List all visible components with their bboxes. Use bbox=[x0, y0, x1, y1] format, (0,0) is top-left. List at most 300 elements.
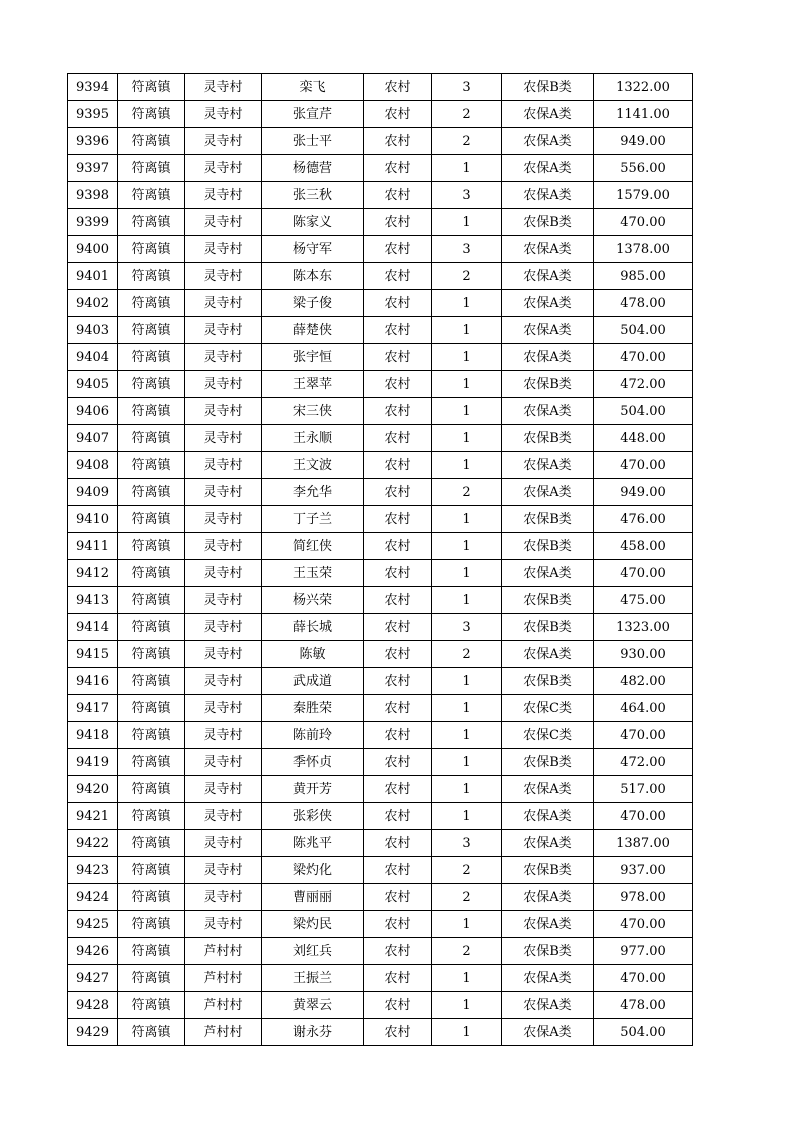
insurance-category-cell: 农保B类 bbox=[502, 857, 594, 884]
record-number-cell: 9419 bbox=[68, 749, 118, 776]
insurance-category-cell: 农保B类 bbox=[502, 938, 594, 965]
amount-cell: 470.00 bbox=[594, 803, 693, 830]
household-size-cell: 1 bbox=[432, 398, 502, 425]
town-cell: 符离镇 bbox=[118, 938, 185, 965]
town-cell: 符离镇 bbox=[118, 398, 185, 425]
household-size-cell: 2 bbox=[432, 128, 502, 155]
household-size-cell: 1 bbox=[432, 560, 502, 587]
person-name-cell: 王文波 bbox=[262, 452, 364, 479]
household-size-cell: 1 bbox=[432, 749, 502, 776]
area-type-cell: 农村 bbox=[364, 425, 432, 452]
household-allowance-table bbox=[67, 73, 693, 1046]
record-number-cell: 9423 bbox=[68, 857, 118, 884]
table-row bbox=[68, 614, 693, 641]
record-number-cell: 9428 bbox=[68, 992, 118, 1019]
town-cell: 符离镇 bbox=[118, 209, 185, 236]
insurance-category-cell: 农保A类 bbox=[502, 263, 594, 290]
town-cell: 符离镇 bbox=[118, 857, 185, 884]
record-number-cell: 9400 bbox=[68, 236, 118, 263]
amount-cell: 464.00 bbox=[594, 695, 693, 722]
record-number-cell: 9403 bbox=[68, 317, 118, 344]
insurance-category-cell: 农保A类 bbox=[502, 452, 594, 479]
insurance-category-cell: 农保A类 bbox=[502, 182, 594, 209]
village-cell: 灵寺村 bbox=[185, 533, 262, 560]
table-row bbox=[68, 1019, 693, 1046]
insurance-category-cell: 农保A类 bbox=[502, 803, 594, 830]
record-number-cell: 9421 bbox=[68, 803, 118, 830]
amount-cell: 1378.00 bbox=[594, 236, 693, 263]
record-number-cell: 9413 bbox=[68, 587, 118, 614]
record-number-cell: 9426 bbox=[68, 938, 118, 965]
table-row bbox=[68, 74, 693, 101]
insurance-category-cell: 农保A类 bbox=[502, 317, 594, 344]
village-cell: 芦村村 bbox=[185, 1019, 262, 1046]
amount-cell: 472.00 bbox=[594, 371, 693, 398]
village-cell: 灵寺村 bbox=[185, 641, 262, 668]
village-cell: 灵寺村 bbox=[185, 479, 262, 506]
amount-cell: 1579.00 bbox=[594, 182, 693, 209]
person-name-cell: 陈敏 bbox=[262, 641, 364, 668]
record-number-cell: 9412 bbox=[68, 560, 118, 587]
household-size-cell: 1 bbox=[432, 533, 502, 560]
record-number-cell: 9408 bbox=[68, 452, 118, 479]
record-number-cell: 9417 bbox=[68, 695, 118, 722]
amount-cell: 470.00 bbox=[594, 452, 693, 479]
insurance-category-cell: 农保C类 bbox=[502, 722, 594, 749]
area-type-cell: 农村 bbox=[364, 560, 432, 587]
insurance-category-cell: 农保A类 bbox=[502, 290, 594, 317]
table-row bbox=[68, 587, 693, 614]
household-size-cell: 1 bbox=[432, 290, 502, 317]
person-name-cell: 张彩侠 bbox=[262, 803, 364, 830]
table-body bbox=[68, 74, 693, 1046]
insurance-category-cell: 农保A类 bbox=[502, 128, 594, 155]
person-name-cell: 丁子兰 bbox=[262, 506, 364, 533]
insurance-category-cell: 农保C类 bbox=[502, 695, 594, 722]
insurance-category-cell: 农保A类 bbox=[502, 101, 594, 128]
village-cell: 灵寺村 bbox=[185, 290, 262, 317]
table-row bbox=[68, 209, 693, 236]
area-type-cell: 农村 bbox=[364, 803, 432, 830]
person-name-cell: 陈兆平 bbox=[262, 830, 364, 857]
amount-cell: 517.00 bbox=[594, 776, 693, 803]
insurance-category-cell: 农保A类 bbox=[502, 965, 594, 992]
area-type-cell: 农村 bbox=[364, 884, 432, 911]
town-cell: 符离镇 bbox=[118, 965, 185, 992]
area-type-cell: 农村 bbox=[364, 776, 432, 803]
town-cell: 符离镇 bbox=[118, 128, 185, 155]
person-name-cell: 简红侠 bbox=[262, 533, 364, 560]
area-type-cell: 农村 bbox=[364, 1019, 432, 1046]
person-name-cell: 季怀贞 bbox=[262, 749, 364, 776]
insurance-category-cell: 农保A类 bbox=[502, 479, 594, 506]
table-row bbox=[68, 749, 693, 776]
record-number-cell: 9427 bbox=[68, 965, 118, 992]
village-cell: 灵寺村 bbox=[185, 749, 262, 776]
insurance-category-cell: 农保B类 bbox=[502, 614, 594, 641]
person-name-cell: 杨兴荣 bbox=[262, 587, 364, 614]
town-cell: 符离镇 bbox=[118, 641, 185, 668]
household-size-cell: 3 bbox=[432, 614, 502, 641]
amount-cell: 478.00 bbox=[594, 992, 693, 1019]
person-name-cell: 栾飞 bbox=[262, 74, 364, 101]
village-cell: 灵寺村 bbox=[185, 74, 262, 101]
town-cell: 符离镇 bbox=[118, 1019, 185, 1046]
area-type-cell: 农村 bbox=[364, 992, 432, 1019]
person-name-cell: 杨德营 bbox=[262, 155, 364, 182]
town-cell: 符离镇 bbox=[118, 317, 185, 344]
village-cell: 灵寺村 bbox=[185, 155, 262, 182]
town-cell: 符离镇 bbox=[118, 803, 185, 830]
town-cell: 符离镇 bbox=[118, 344, 185, 371]
record-number-cell: 9415 bbox=[68, 641, 118, 668]
person-name-cell: 王翠苹 bbox=[262, 371, 364, 398]
village-cell: 灵寺村 bbox=[185, 884, 262, 911]
amount-cell: 985.00 bbox=[594, 263, 693, 290]
record-number-cell: 9406 bbox=[68, 398, 118, 425]
record-number-cell: 9394 bbox=[68, 74, 118, 101]
record-number-cell: 9409 bbox=[68, 479, 118, 506]
area-type-cell: 农村 bbox=[364, 722, 432, 749]
household-size-cell: 1 bbox=[432, 371, 502, 398]
insurance-category-cell: 农保B类 bbox=[502, 74, 594, 101]
amount-cell: 470.00 bbox=[594, 560, 693, 587]
town-cell: 符离镇 bbox=[118, 155, 185, 182]
person-name-cell: 梁灼化 bbox=[262, 857, 364, 884]
person-name-cell: 陈前玲 bbox=[262, 722, 364, 749]
table-row bbox=[68, 155, 693, 182]
amount-cell: 1322.00 bbox=[594, 74, 693, 101]
amount-cell: 1141.00 bbox=[594, 101, 693, 128]
village-cell: 灵寺村 bbox=[185, 560, 262, 587]
record-number-cell: 9398 bbox=[68, 182, 118, 209]
person-name-cell: 黄开芳 bbox=[262, 776, 364, 803]
village-cell: 灵寺村 bbox=[185, 830, 262, 857]
household-size-cell: 1 bbox=[432, 452, 502, 479]
area-type-cell: 农村 bbox=[364, 506, 432, 533]
village-cell: 灵寺村 bbox=[185, 101, 262, 128]
table-row bbox=[68, 371, 693, 398]
amount-cell: 470.00 bbox=[594, 209, 693, 236]
table-row bbox=[68, 668, 693, 695]
village-cell: 灵寺村 bbox=[185, 776, 262, 803]
household-size-cell: 1 bbox=[432, 992, 502, 1019]
household-size-cell: 2 bbox=[432, 101, 502, 128]
area-type-cell: 农村 bbox=[364, 74, 432, 101]
table-row bbox=[68, 263, 693, 290]
town-cell: 符离镇 bbox=[118, 695, 185, 722]
area-type-cell: 农村 bbox=[364, 209, 432, 236]
area-type-cell: 农村 bbox=[364, 236, 432, 263]
insurance-category-cell: 农保B类 bbox=[502, 371, 594, 398]
village-cell: 灵寺村 bbox=[185, 587, 262, 614]
amount-cell: 470.00 bbox=[594, 965, 693, 992]
amount-cell: 458.00 bbox=[594, 533, 693, 560]
table-row bbox=[68, 857, 693, 884]
amount-cell: 476.00 bbox=[594, 506, 693, 533]
village-cell: 灵寺村 bbox=[185, 317, 262, 344]
insurance-category-cell: 农保B类 bbox=[502, 209, 594, 236]
table-row bbox=[68, 317, 693, 344]
amount-cell: 556.00 bbox=[594, 155, 693, 182]
village-cell: 芦村村 bbox=[185, 965, 262, 992]
village-cell: 灵寺村 bbox=[185, 236, 262, 263]
town-cell: 符离镇 bbox=[118, 236, 185, 263]
person-name-cell: 王玉荣 bbox=[262, 560, 364, 587]
record-number-cell: 9410 bbox=[68, 506, 118, 533]
area-type-cell: 农村 bbox=[364, 587, 432, 614]
area-type-cell: 农村 bbox=[364, 911, 432, 938]
area-type-cell: 农村 bbox=[364, 614, 432, 641]
person-name-cell: 刘红兵 bbox=[262, 938, 364, 965]
person-name-cell: 薛长城 bbox=[262, 614, 364, 641]
insurance-category-cell: 农保A类 bbox=[502, 155, 594, 182]
village-cell: 灵寺村 bbox=[185, 398, 262, 425]
household-size-cell: 3 bbox=[432, 830, 502, 857]
table-row bbox=[68, 695, 693, 722]
insurance-category-cell: 农保B类 bbox=[502, 749, 594, 776]
village-cell: 灵寺村 bbox=[185, 506, 262, 533]
household-size-cell: 1 bbox=[432, 344, 502, 371]
table-row bbox=[68, 182, 693, 209]
insurance-category-cell: 农保A类 bbox=[502, 830, 594, 857]
area-type-cell: 农村 bbox=[364, 290, 432, 317]
person-name-cell: 张宣芹 bbox=[262, 101, 364, 128]
household-size-cell: 2 bbox=[432, 857, 502, 884]
record-number-cell: 9396 bbox=[68, 128, 118, 155]
amount-cell: 470.00 bbox=[594, 722, 693, 749]
household-size-cell: 1 bbox=[432, 695, 502, 722]
household-size-cell: 3 bbox=[432, 74, 502, 101]
household-size-cell: 3 bbox=[432, 182, 502, 209]
area-type-cell: 农村 bbox=[364, 938, 432, 965]
area-type-cell: 农村 bbox=[364, 128, 432, 155]
town-cell: 符离镇 bbox=[118, 182, 185, 209]
area-type-cell: 农村 bbox=[364, 452, 432, 479]
town-cell: 符离镇 bbox=[118, 776, 185, 803]
household-size-cell: 1 bbox=[432, 587, 502, 614]
insurance-category-cell: 农保A类 bbox=[502, 560, 594, 587]
village-cell: 灵寺村 bbox=[185, 425, 262, 452]
town-cell: 符离镇 bbox=[118, 533, 185, 560]
record-number-cell: 9404 bbox=[68, 344, 118, 371]
amount-cell: 937.00 bbox=[594, 857, 693, 884]
town-cell: 符离镇 bbox=[118, 452, 185, 479]
household-size-cell: 1 bbox=[432, 722, 502, 749]
household-size-cell: 2 bbox=[432, 263, 502, 290]
record-number-cell: 9411 bbox=[68, 533, 118, 560]
area-type-cell: 农村 bbox=[364, 371, 432, 398]
town-cell: 符离镇 bbox=[118, 560, 185, 587]
household-size-cell: 1 bbox=[432, 668, 502, 695]
area-type-cell: 农村 bbox=[364, 101, 432, 128]
insurance-category-cell: 农保A类 bbox=[502, 776, 594, 803]
town-cell: 符离镇 bbox=[118, 101, 185, 128]
insurance-category-cell: 农保A类 bbox=[502, 344, 594, 371]
person-name-cell: 谢永芬 bbox=[262, 1019, 364, 1046]
village-cell: 灵寺村 bbox=[185, 614, 262, 641]
table-row bbox=[68, 344, 693, 371]
town-cell: 符离镇 bbox=[118, 479, 185, 506]
town-cell: 符离镇 bbox=[118, 290, 185, 317]
person-name-cell: 武成道 bbox=[262, 668, 364, 695]
village-cell: 灵寺村 bbox=[185, 209, 262, 236]
person-name-cell: 杨守军 bbox=[262, 236, 364, 263]
town-cell: 符离镇 bbox=[118, 371, 185, 398]
area-type-cell: 农村 bbox=[364, 344, 432, 371]
area-type-cell: 农村 bbox=[364, 263, 432, 290]
person-name-cell: 陈家义 bbox=[262, 209, 364, 236]
village-cell: 灵寺村 bbox=[185, 263, 262, 290]
insurance-category-cell: 农保A类 bbox=[502, 1019, 594, 1046]
village-cell: 灵寺村 bbox=[185, 911, 262, 938]
household-size-cell: 2 bbox=[432, 884, 502, 911]
record-number-cell: 9402 bbox=[68, 290, 118, 317]
household-size-cell: 1 bbox=[432, 209, 502, 236]
town-cell: 符离镇 bbox=[118, 749, 185, 776]
household-size-cell: 1 bbox=[432, 965, 502, 992]
record-number-cell: 9414 bbox=[68, 614, 118, 641]
area-type-cell: 农村 bbox=[364, 155, 432, 182]
table-row bbox=[68, 533, 693, 560]
town-cell: 符离镇 bbox=[118, 425, 185, 452]
insurance-category-cell: 农保A类 bbox=[502, 398, 594, 425]
table-row bbox=[68, 938, 693, 965]
household-size-cell: 2 bbox=[432, 938, 502, 965]
table-row bbox=[68, 884, 693, 911]
town-cell: 符离镇 bbox=[118, 830, 185, 857]
amount-cell: 448.00 bbox=[594, 425, 693, 452]
insurance-category-cell: 农保A类 bbox=[502, 641, 594, 668]
area-type-cell: 农村 bbox=[364, 965, 432, 992]
household-size-cell: 1 bbox=[432, 506, 502, 533]
record-number-cell: 9420 bbox=[68, 776, 118, 803]
table-row bbox=[68, 803, 693, 830]
town-cell: 符离镇 bbox=[118, 668, 185, 695]
amount-cell: 949.00 bbox=[594, 128, 693, 155]
amount-cell: 930.00 bbox=[594, 641, 693, 668]
amount-cell: 478.00 bbox=[594, 290, 693, 317]
town-cell: 符离镇 bbox=[118, 884, 185, 911]
table-row bbox=[68, 911, 693, 938]
household-size-cell: 1 bbox=[432, 776, 502, 803]
insurance-category-cell: 农保B类 bbox=[502, 425, 594, 452]
amount-cell: 472.00 bbox=[594, 749, 693, 776]
person-name-cell: 宋三侠 bbox=[262, 398, 364, 425]
town-cell: 符离镇 bbox=[118, 74, 185, 101]
person-name-cell: 梁灼民 bbox=[262, 911, 364, 938]
person-name-cell: 张三秋 bbox=[262, 182, 364, 209]
household-size-cell: 2 bbox=[432, 641, 502, 668]
table-row bbox=[68, 830, 693, 857]
area-type-cell: 农村 bbox=[364, 668, 432, 695]
area-type-cell: 农村 bbox=[364, 641, 432, 668]
insurance-category-cell: 农保B类 bbox=[502, 668, 594, 695]
amount-cell: 470.00 bbox=[594, 344, 693, 371]
record-number-cell: 9425 bbox=[68, 911, 118, 938]
amount-cell: 1387.00 bbox=[594, 830, 693, 857]
town-cell: 符离镇 bbox=[118, 911, 185, 938]
table-row bbox=[68, 776, 693, 803]
household-size-cell: 1 bbox=[432, 1019, 502, 1046]
person-name-cell: 陈本东 bbox=[262, 263, 364, 290]
household-size-cell: 1 bbox=[432, 425, 502, 452]
village-cell: 芦村村 bbox=[185, 992, 262, 1019]
area-type-cell: 农村 bbox=[364, 398, 432, 425]
area-type-cell: 农村 bbox=[364, 857, 432, 884]
table-row bbox=[68, 506, 693, 533]
area-type-cell: 农村 bbox=[364, 317, 432, 344]
table-row bbox=[68, 479, 693, 506]
insurance-category-cell: 农保A类 bbox=[502, 992, 594, 1019]
village-cell: 灵寺村 bbox=[185, 803, 262, 830]
amount-cell: 482.00 bbox=[594, 668, 693, 695]
amount-cell: 1323.00 bbox=[594, 614, 693, 641]
amount-cell: 504.00 bbox=[594, 317, 693, 344]
person-name-cell: 梁子俊 bbox=[262, 290, 364, 317]
town-cell: 符离镇 bbox=[118, 614, 185, 641]
amount-cell: 504.00 bbox=[594, 1019, 693, 1046]
record-number-cell: 9407 bbox=[68, 425, 118, 452]
person-name-cell: 黄翠云 bbox=[262, 992, 364, 1019]
village-cell: 灵寺村 bbox=[185, 344, 262, 371]
person-name-cell: 王振兰 bbox=[262, 965, 364, 992]
area-type-cell: 农村 bbox=[364, 479, 432, 506]
table-row bbox=[68, 236, 693, 263]
record-number-cell: 9405 bbox=[68, 371, 118, 398]
insurance-category-cell: 农保B类 bbox=[502, 533, 594, 560]
insurance-category-cell: 农保A类 bbox=[502, 911, 594, 938]
town-cell: 符离镇 bbox=[118, 587, 185, 614]
table-row bbox=[68, 101, 693, 128]
table-row bbox=[68, 128, 693, 155]
record-number-cell: 9395 bbox=[68, 101, 118, 128]
amount-cell: 470.00 bbox=[594, 911, 693, 938]
village-cell: 灵寺村 bbox=[185, 371, 262, 398]
area-type-cell: 农村 bbox=[364, 533, 432, 560]
record-number-cell: 9401 bbox=[68, 263, 118, 290]
table-row bbox=[68, 560, 693, 587]
person-name-cell: 曹丽丽 bbox=[262, 884, 364, 911]
person-name-cell: 张宇恒 bbox=[262, 344, 364, 371]
table-row bbox=[68, 425, 693, 452]
insurance-category-cell: 农保B类 bbox=[502, 587, 594, 614]
record-number-cell: 9429 bbox=[68, 1019, 118, 1046]
person-name-cell: 李允华 bbox=[262, 479, 364, 506]
person-name-cell: 薛楚侠 bbox=[262, 317, 364, 344]
insurance-category-cell: 农保A类 bbox=[502, 884, 594, 911]
table-row bbox=[68, 641, 693, 668]
village-cell: 灵寺村 bbox=[185, 668, 262, 695]
insurance-category-cell: 农保A类 bbox=[502, 236, 594, 263]
record-number-cell: 9418 bbox=[68, 722, 118, 749]
area-type-cell: 农村 bbox=[364, 695, 432, 722]
household-size-cell: 1 bbox=[432, 155, 502, 182]
town-cell: 符离镇 bbox=[118, 722, 185, 749]
town-cell: 符离镇 bbox=[118, 263, 185, 290]
village-cell: 灵寺村 bbox=[185, 857, 262, 884]
person-name-cell: 王永顺 bbox=[262, 425, 364, 452]
village-cell: 芦村村 bbox=[185, 938, 262, 965]
record-number-cell: 9397 bbox=[68, 155, 118, 182]
person-name-cell: 张士平 bbox=[262, 128, 364, 155]
table-row bbox=[68, 965, 693, 992]
table-row bbox=[68, 290, 693, 317]
table-row bbox=[68, 398, 693, 425]
amount-cell: 977.00 bbox=[594, 938, 693, 965]
household-size-cell: 1 bbox=[432, 911, 502, 938]
record-number-cell: 9399 bbox=[68, 209, 118, 236]
